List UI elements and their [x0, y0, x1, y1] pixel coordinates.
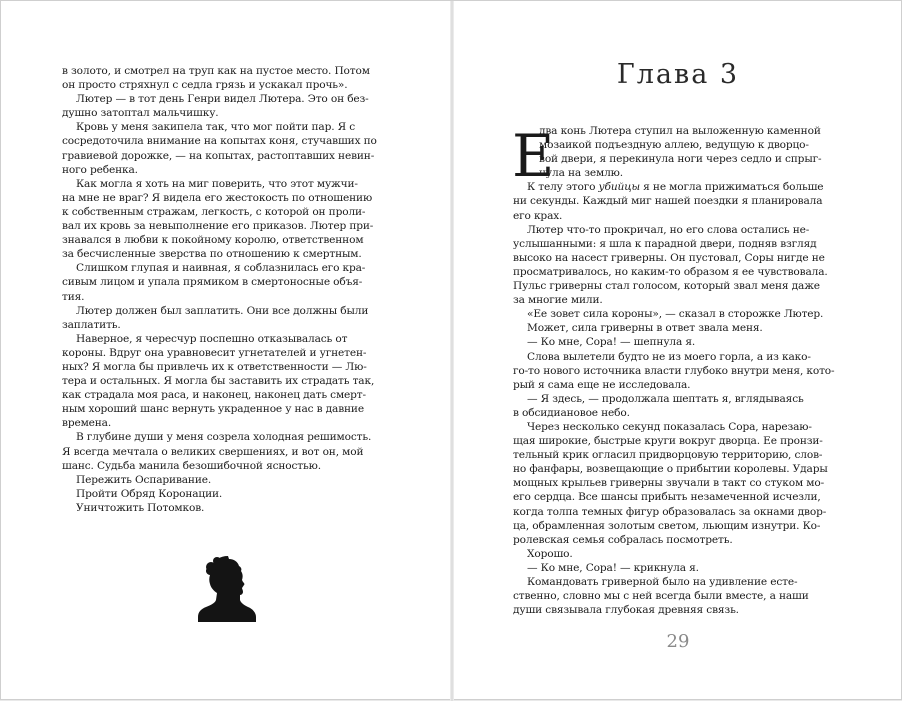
text-line: мощных крыльев гриверны звучали в такт со стуком мо-: [513, 477, 825, 490]
text-line: высоко на насест гриверны. Он пустовал, Соры нигде не: [513, 251, 825, 264]
text-line: души связывала глубокая древняя связь.: [513, 604, 739, 617]
drop-cap: Е: [512, 122, 555, 190]
text-line: в обсидиановое небо.: [513, 406, 630, 419]
text-line: короны. Вдруг она уравновесит угнетателей и угнетен-: [62, 346, 367, 359]
text-line: за бесчисленные зверства по отношению к смертным.: [62, 248, 362, 261]
text-line: В глубине души у меня созрела холодная решимость.: [76, 431, 372, 444]
text-line: тельный крик огласил придворцовую территорию, слов-: [513, 449, 823, 462]
text-line: мозаикой подъездную аллею, ведущую к дворцо-: [539, 139, 809, 152]
text-line: услышанными: я шла к парадной двери, подняв взгляд: [513, 237, 817, 250]
text-line: Через несколько секунд показалась Сора, нарезаю-: [527, 420, 812, 433]
text-line: ных? Я могла бы привлечь их к ответственности — Лю-: [62, 360, 367, 373]
text-line: Я всегда мечтала о великих свершениях, и вот он, мой: [62, 445, 364, 458]
text-line: К телу этого убийцы я не могла прижиматься больше: [527, 181, 824, 194]
text-line: Лютер — в тот день Генри видел Лютера. Это он без-: [76, 93, 369, 106]
text-line: Лютер должен был заплатить. Они все должны были: [76, 304, 369, 317]
text-line: просматривалось, но каким-то образом я ее чувствовала.: [513, 265, 828, 278]
text-line: тия.: [62, 290, 85, 303]
text-line: щая широкие, быстрые круги вокруг дворца. Ее пронзи-: [513, 435, 823, 448]
text-line: Пройти Обряд Коронации.: [76, 487, 223, 500]
text-line: сивым лицом и упала прямиком в смертоносные объя-: [62, 276, 363, 289]
right-page-text: [513, 124, 845, 617]
text-line: — Я здесь, — продолжала шептать я, вглядываясь: [527, 392, 804, 405]
text-line: го-то нового источника власти глубоко внутри меня, кото-: [513, 364, 835, 377]
text-line: — Ко мне, Сора! — крикнула я.: [527, 561, 699, 574]
text-line: Пережить Оспаривание.: [76, 473, 212, 486]
text-line: в золото, и смотрел на труп как на пустое место. Потом: [62, 65, 370, 77]
text-line: вой двери, я перекинула ноги через седло и спрыг-: [539, 153, 822, 166]
page-number: 29: [666, 631, 690, 652]
text-line: ного ребенка.: [62, 163, 138, 176]
text-line: Командовать гриверной было на удивление есте-: [527, 576, 798, 588]
woman-head-silhouette-icon: [198, 554, 256, 624]
text-line: как страдала моя раса, и наконец, наконец дать смерт-: [62, 389, 366, 402]
text-line: сосредоточила внимание на копытах коня, стучавших по: [62, 135, 377, 148]
left-page-text: [62, 64, 392, 515]
text-line: ролевская семья собралась посмотреть.: [513, 533, 733, 546]
text-line: «Ее зовет сила короны», — сказал в сторожке Лютер.: [527, 308, 824, 321]
text-line: Уничтожить Потомков.: [76, 501, 205, 514]
text-line: когда толпа темных фигур образовалась за окнами двор-: [513, 505, 827, 518]
text-line: вал их кровь за невыполнение его приказов. Лютер при-: [62, 220, 374, 233]
text-line: шанс. Судьба манила безошибочной ясностью.: [62, 459, 321, 472]
right-page: [453, 1, 902, 701]
text-line: душно затоптал мальчишку.: [62, 107, 219, 120]
text-line: два конь Лютера ступил на выложенную каменной: [539, 125, 821, 137]
text-line: Как могла я хоть на миг поверить, что этот мужчи-: [76, 177, 358, 190]
text-line: Слишком глупая и наивная, я соблазнилась его кра-: [76, 262, 366, 275]
left-page: [1, 1, 451, 701]
text-line: ни секунды. Каждый миг нашей поездки я планировала: [513, 195, 823, 208]
text-line: к собственным стражам, легкость, с которой он проли-: [62, 205, 366, 218]
text-line: ственно, словно мы с ней всегда были вместе, а наши: [513, 590, 809, 603]
text-line: Лютер что-то прокричал, но его слова остались не-: [527, 223, 810, 236]
text-line: рый я сама еще не исследовала.: [513, 378, 691, 391]
text-line: но фанфары, возвещающие о прибытии королевы. Удары: [513, 463, 828, 476]
text-line: времена.: [62, 417, 112, 430]
text-line: Пульс гриверны стал голосом, который звал меня даже: [513, 280, 820, 293]
text-line: тера и остальных. Я могла бы заставить их страдать так,: [62, 375, 375, 388]
text-line: Хорошо.: [527, 547, 573, 560]
text-line: на мне не враг? Я видела его жестокость по отношению: [62, 191, 373, 204]
text-line: гравиевой дорожке, — на копытах, растоптавших невин-: [62, 149, 375, 162]
text-line: Может, сила гриверны в ответ звала меня.: [527, 322, 763, 335]
text-line: его сердца. Все шансы прибыть незамеченной исчезли,: [513, 491, 821, 504]
text-line: Наверное, я чересчур поспешно отказывалась от: [76, 332, 348, 345]
text-line: за многие мили.: [513, 294, 603, 307]
text-line: Кровь у меня закипела так, что мог пойти пар. Я с: [76, 121, 356, 134]
text-line: ца, обрамленная золотым светом, льющим изнутри. Ко-: [513, 519, 821, 532]
text-line: его крах.: [513, 209, 563, 222]
text-line: он просто стряхнул с седла грязь и ускакал прочь».: [62, 79, 348, 92]
chapter-title: Глава 3: [616, 59, 740, 90]
text-line: Слова вылетели будто не из моего горла, а из како-: [527, 350, 811, 363]
text-line: ным хороший шанс вернуть украденное у нас в давние: [62, 403, 364, 416]
text-line: заплатить.: [62, 318, 121, 331]
text-line: знавался в любви к покойному королю, ответственном: [62, 234, 364, 247]
text-line: — Ко мне, Сора! — шепнула я.: [527, 336, 696, 349]
text-line: нула на землю.: [539, 167, 623, 180]
